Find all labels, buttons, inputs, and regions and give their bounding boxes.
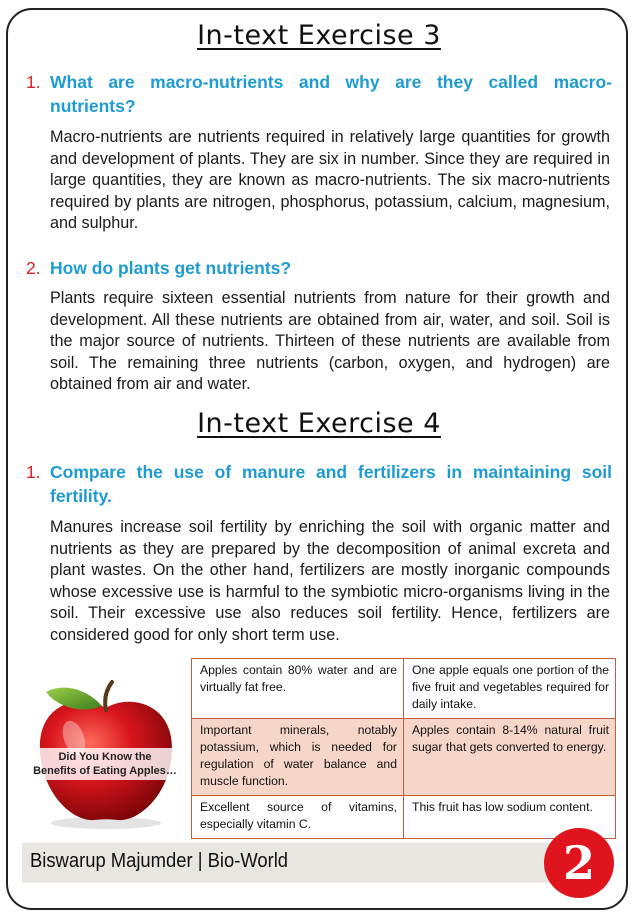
answer-3-1: Macro-nutrients are nutrients required in relatively large quantities for growth and development of plants. They are six in number. Since they are required in large quantities, they are known as macro-nutrients. The six macro-nutrients required by plants are nitrogen, phosphorus, potassium, calcium, magnesium, and sulphur. — [50, 128, 610, 233]
table-cell: This fruit has low sodium content. — [404, 796, 616, 839]
footer-author: Biswarup Majumder | Bio-World — [30, 850, 289, 872]
question-number: 1. — [26, 72, 41, 92]
question-number: 2. — [26, 258, 41, 278]
question-text: Compare the use of manure and fertilizers in maintaining soil fertility. — [50, 462, 612, 506]
answer-3-2: Plants require sixteen essential nutrients from nature for their growth and development. All these nutrients are obtained from air, water, and soil. Soil is the major source of nutrients. Thirteen of these nutrients are available from soil. The remaining three nutrients (carbon, oxygen, and hydrogen) are obtained from air and water. — [50, 289, 610, 394]
table-row — [192, 719, 616, 796]
table-cell: Excellent source of vitamins, especially vitamin C. — [192, 796, 404, 839]
question-3-1 — [26, 70, 612, 118]
table-row — [192, 659, 616, 719]
question-text: How do plants get nutrients? — [50, 258, 292, 278]
question-number: 1. — [26, 462, 41, 482]
question-3-2 — [26, 256, 612, 280]
question-4-1 — [26, 460, 612, 508]
exercise-3-heading: In-text Exercise 3 — [197, 20, 441, 51]
apple-caption-line2: Benefits of Eating Apples… — [33, 765, 177, 777]
table-cell: Important minerals, notably potassium, which is needed for regulation of water balance and muscle function. — [192, 719, 404, 796]
apple-caption — [24, 748, 186, 780]
table-cell: Apples contain 8-14% natural fruit sugar that gets converted to energy. — [404, 719, 616, 796]
exercise-4-heading: In-text Exercise 4 — [197, 408, 441, 439]
table-cell: One apple equals one portion of the five fruit and vegetables required for daily intake. — [404, 659, 616, 719]
apple-caption-line1: Did You Know the — [58, 751, 152, 763]
question-text: What are macro-nutrients and why are they called macro-nutrients? — [50, 72, 612, 116]
apple-facts-table — [191, 658, 616, 839]
page-number: 2 — [562, 836, 595, 890]
answer-4-1: Manures increase soil fertility by enriching the soil with organic matter and nutrients as they are prepared by the decomposition of animal excreta and plant wastes. On the other hand, fertilizers are mostly inorganic compounds whose excessive use is harmful to the symbiotic micro-organisms living in the soil. Their excessive use also reduces soil fertility. Hence, fertilizers are considered good for only short term use. — [50, 518, 610, 644]
table-cell: Apples contain 80% water and are virtually fat free. — [192, 659, 404, 719]
